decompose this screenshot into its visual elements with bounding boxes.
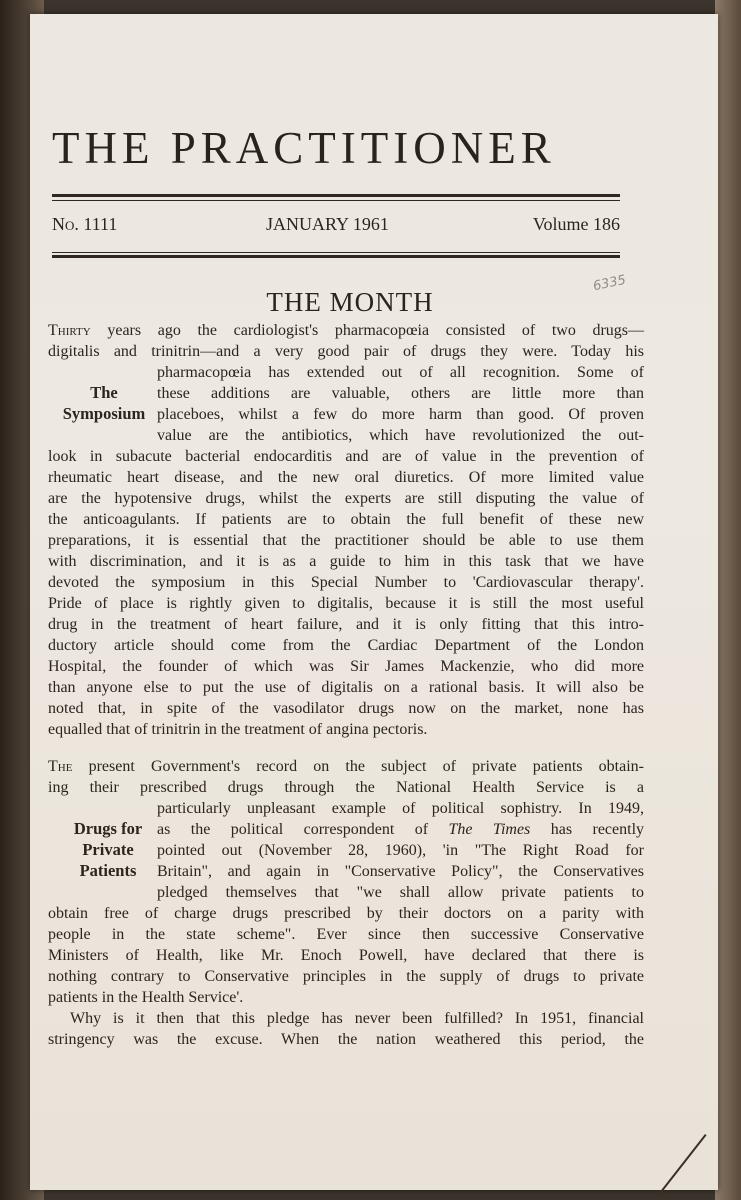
book-page-edge <box>715 0 741 1200</box>
text-line: as the political correspondent of The Times has recently <box>157 821 645 838</box>
text-line: pharmacopœia has extended out of all recognition. Some of <box>157 364 644 381</box>
text-line: look in subacute bacterial endocarditis and are of value in the prevention of <box>48 448 644 465</box>
text-line: Britain", and again in "Conservative Policy", the Conservatives <box>157 863 644 880</box>
text-line: noted that, in spite of the vasodilator drugs now on the market, none has <box>48 700 644 717</box>
text-line: ductory article should come from the Cardiac Department of the London <box>48 637 644 654</box>
top-rule <box>52 194 620 197</box>
side-heading-line: Symposium <box>62 404 146 423</box>
text-line: Thirty years ago the cardiologist's pharmacopœia consisted of two drugs— <box>48 322 644 339</box>
text-line: Hospital, the founder of which was Sir James Mackenzie, who did more <box>48 658 644 675</box>
text-line: particularly unpleasant example of political sophistry. In 1949, <box>157 800 644 817</box>
side-heading-line: The <box>90 383 118 402</box>
side-heading-symposium <box>44 382 164 424</box>
text-line: placeboes, whilst a few do more harm than good. Of proven <box>157 406 644 423</box>
text-line: ing their prescribed drugs through the National Health Service is a <box>48 779 644 796</box>
issue-volume: Volume 186 <box>532 214 620 234</box>
text-line: pointed out (November 28, 1960), 'in "The Right Road for <box>157 842 644 859</box>
text-line: obtain free of charge drugs prescribed by their doctors on a parity with <box>48 905 644 922</box>
text-line: devoted the symposium in this Special Number to 'Cardiovascular therapy'. <box>48 574 644 591</box>
side-heading-line: Private <box>82 840 134 859</box>
pencil-annotation: 6335 <box>591 272 628 295</box>
bottom-rule <box>52 255 620 258</box>
text-line: Pride of place is rightly given to digitalis, because it is still the most useful <box>48 595 644 612</box>
issue-number: No. 1111 <box>52 214 118 234</box>
section-heading: THE MONTH <box>266 287 434 317</box>
bottom-rule-thin <box>52 252 620 253</box>
text-line: than anyone else to put the use of digitalis on a rational basis. It will also be <box>48 679 644 696</box>
side-heading-line: Patients <box>79 861 137 880</box>
text-line: are the hypotensive drugs, whilst the experts are still disputing the value of <box>48 490 644 507</box>
text-line: these additions are valuable, others are little more than <box>157 385 644 402</box>
italic-title: The Times <box>448 821 531 838</box>
text-line: preparations, it is essential that the practitioner should be able to use them <box>48 532 644 549</box>
text-line: stringency was the excuse. When the nation weathered this period, the <box>48 1031 644 1048</box>
text-line: Why is it then that this pledge has never been fulfilled? In 1951, financial <box>70 1010 644 1027</box>
side-heading-drugs <box>48 818 168 881</box>
issue-info-row <box>52 210 620 238</box>
lead-word: The <box>48 758 73 775</box>
text-line: value are the antibiotics, which have revolutionized the out- <box>157 427 644 444</box>
text-line: rheumatic heart disease, and the new oral diuretics. Of more limited value <box>48 469 644 486</box>
journal-title: THE PRACTITIONER <box>52 123 556 173</box>
text-line: digitalis and trinitrin—and a very good pair of drugs they were. Today his <box>48 343 644 360</box>
text-line: patients in the Health Service'. <box>48 989 244 1006</box>
text-line: Ministers of Health, like Mr. Enoch Powell, have declared that there is <box>48 947 644 964</box>
text-line: nothing contrary to Conservative principles in the supply of drugs to private <box>48 968 644 985</box>
side-heading-line: Drugs for <box>73 819 143 838</box>
text-line: with discrimination, and it is as a guide to him in this task that we have <box>48 553 644 570</box>
pencil-mark <box>656 1134 707 1198</box>
text-line: pledged themselves that "we shall allow private patients to <box>157 884 644 901</box>
journal-page <box>30 14 718 1190</box>
text-line: equalled that of trinitrin in the treatment of angina pectoris. <box>48 721 428 738</box>
issue-date: JANUARY 1961 <box>266 214 389 234</box>
text-line: The present Government's record on the subject of private patients obtain- <box>48 758 644 775</box>
text-line: drug in the treatment of heart failure, and it is only fitting that this intro- <box>48 616 644 633</box>
text-line: people in the state scheme". Ever since then successive Conservative <box>48 926 644 943</box>
lead-word: Thirty <box>48 322 91 339</box>
text-line: the anticoagulants. If patients are to obtain the full benefit of these new <box>48 511 644 528</box>
top-rule-thin <box>52 200 620 201</box>
